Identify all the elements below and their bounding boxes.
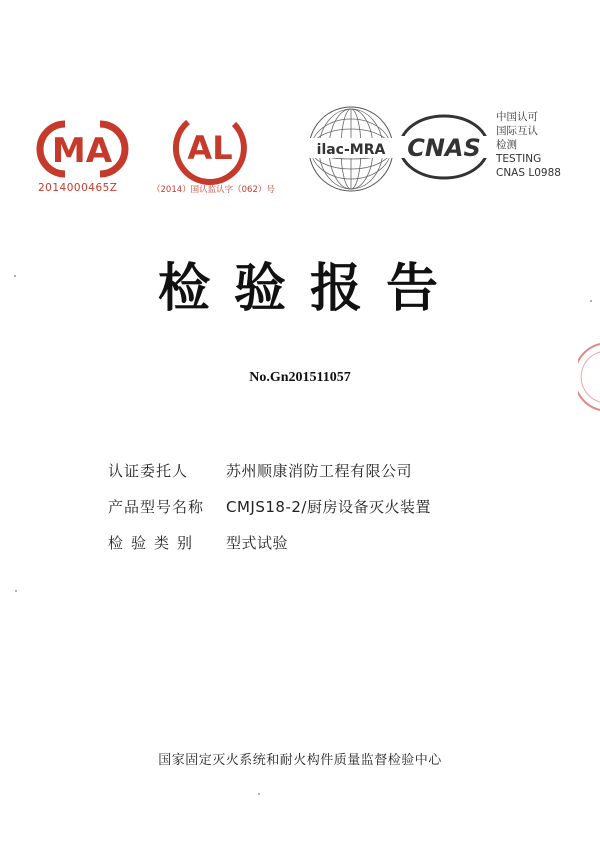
field-label: 认证委托人 — [108, 461, 189, 480]
report-number: No.Gn201511057 — [249, 370, 351, 385]
field-row — [108, 488, 431, 524]
page-title: 检验报告 — [157, 259, 462, 319]
field-value: 苏州顺康消防工程有限公司 — [226, 461, 413, 480]
scan-speck — [15, 590, 17, 592]
cma-caption: 2014000465Z — [38, 182, 118, 194]
field-row — [108, 524, 431, 560]
cal-caption: （2014）国认监认字（062）号 — [152, 185, 275, 195]
cal-logo-text: AL — [187, 129, 233, 167]
seal-stamp-edge — [578, 342, 600, 412]
field-value: 型式试验 — [226, 533, 289, 552]
cnas-logo — [398, 114, 490, 180]
cnas-line: 中国认可 — [496, 111, 538, 123]
field-row — [108, 452, 431, 488]
ilac-mra-logo — [306, 104, 396, 194]
ilac-mra-text: ilac-MRA — [316, 142, 386, 158]
report-info — [108, 452, 431, 560]
cnas-accreditation-text — [496, 110, 561, 180]
cnas-line: 国际互认 — [496, 125, 538, 137]
cnas-line: TESTING — [496, 153, 542, 165]
field-label: 产品型号名称 — [108, 497, 205, 516]
issuing-organization: 国家固定灭火系统和耐火构件质量监督检验中心 — [158, 753, 442, 768]
cnas-line: 检测 — [496, 139, 517, 151]
cma-logo — [35, 118, 130, 180]
field-label: 检验类别 — [108, 533, 201, 552]
cma-logo-text: MA — [51, 131, 113, 171]
cnas-logo-text: CNAS — [407, 134, 481, 162]
scan-speck — [258, 793, 260, 795]
scan-speck — [14, 275, 16, 277]
cnas-line: CNAS L0988 — [496, 167, 561, 179]
field-value: CMJS18-2/厨房设备灭火装置 — [226, 497, 431, 516]
scan-speck — [590, 300, 592, 302]
cal-logo — [168, 104, 252, 188]
